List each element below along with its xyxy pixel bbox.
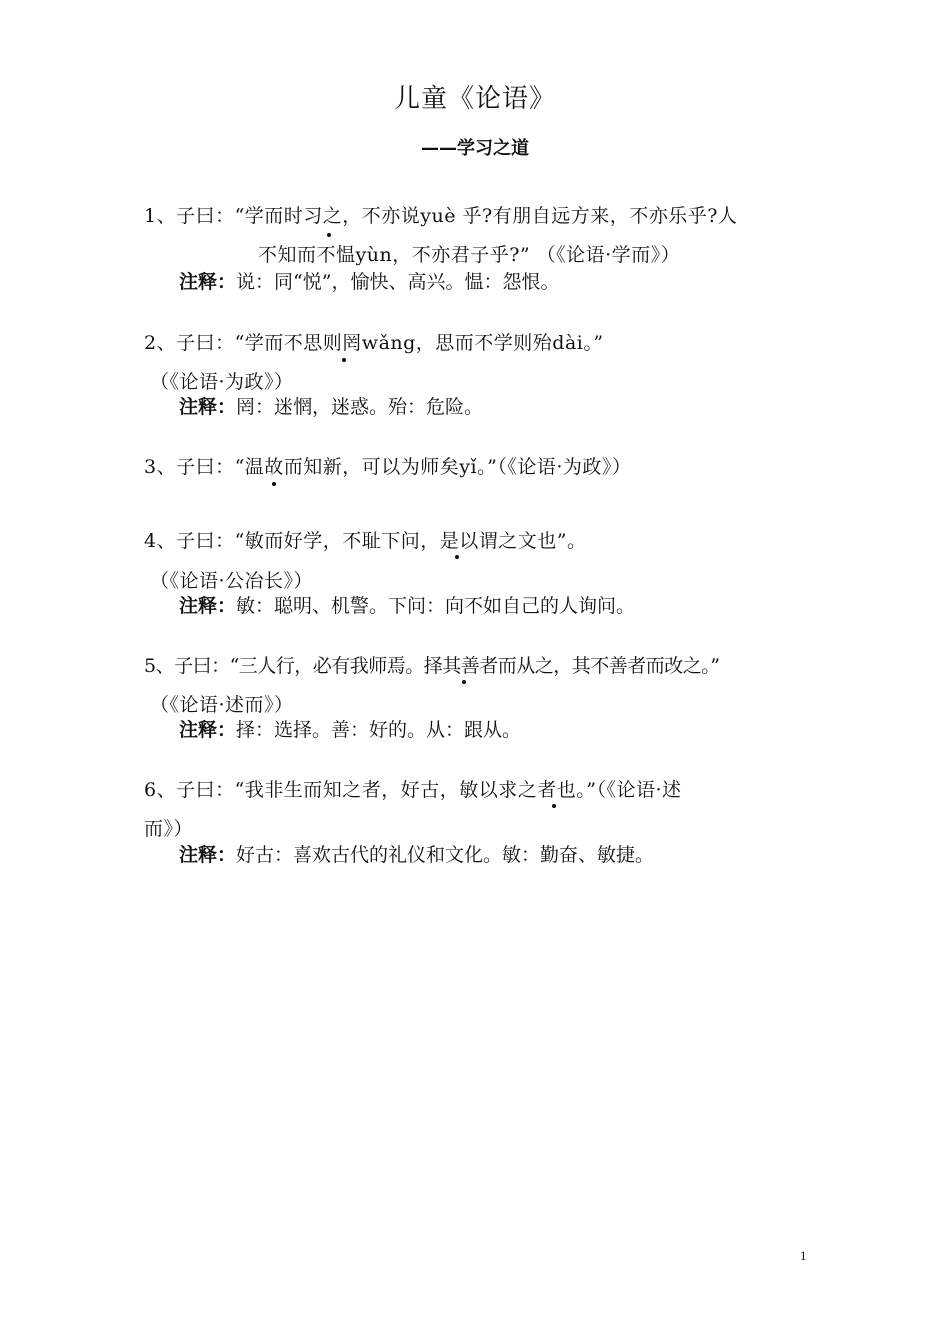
note-label: 注释： [179, 844, 237, 866]
emphasis-dot [272, 482, 276, 486]
item-1-line-1: 1、子曰：“学而时习之，不亦说yuè 乎?有朋自远方来，不亦乐乎?人 [144, 205, 738, 227]
emphasis-dot [455, 555, 459, 559]
item-1-note [179, 269, 559, 295]
item-2-line-1: 2、子曰：“学而不思则罔wǎng，思而不学则殆dài。” [144, 332, 604, 354]
note-label: 注释： [179, 271, 237, 293]
note-label: 注释： [179, 595, 237, 617]
note-text: 罔：迷惘，迷惑。殆：危险。 [236, 396, 484, 418]
item-5-line-2: （《论语·述而》） [150, 694, 294, 716]
emphasis-dot [462, 680, 466, 684]
item-4-line-2: （《论语·公冶长》） [150, 570, 314, 592]
item-3-line-1: 3、子曰：“温故而知新，可以为师矣yǐ。”（《论语·为政》） [144, 456, 632, 478]
note-label: 注释： [179, 396, 237, 418]
item-1-line-2: 不知而不愠yùn，不亦君子乎?” （《论语·学而》） [258, 244, 681, 266]
item-6-line-2: 而》） [144, 818, 194, 840]
note-text: 说：同“悦”，愉快、高兴。愠：怨恨。 [236, 271, 560, 293]
item-4-note [179, 593, 635, 619]
note-text: 敏：聪明、机警。下问：向不如自己的人询问。 [236, 595, 636, 617]
document-title: 儿童《论语》 [393, 84, 556, 114]
emphasis-dot [342, 358, 346, 362]
item-2-line-2: （《论语·为政》） [150, 371, 294, 393]
item-6-note [179, 842, 654, 868]
document-subtitle: ——学习之道 [421, 138, 529, 159]
item-5-line-1: 5、子曰：“三人行，必有我师焉。择其善者而从之，其不善者而改之。” [144, 655, 720, 677]
item-2-note [179, 394, 483, 420]
item-5-note [179, 717, 521, 743]
note-text: 好古：喜欢古代的礼仪和文化。敏：勤奋、敏捷。 [236, 844, 655, 866]
emphasis-dot [327, 233, 331, 237]
page-number: 1 [800, 1248, 807, 1263]
note-text: 择：选择。善：好的。从：跟从。 [236, 719, 522, 741]
emphasis-dot [552, 804, 556, 808]
item-4-line-1: 4、子曰：“敏而好学，不耻下问，是以谓之文也”。 [144, 530, 587, 552]
note-label: 注释： [179, 719, 237, 741]
item-6-line-1: 6、子曰：“我非生而知之者，好古，敏以求之者也。”（《论语·述 [144, 779, 682, 801]
